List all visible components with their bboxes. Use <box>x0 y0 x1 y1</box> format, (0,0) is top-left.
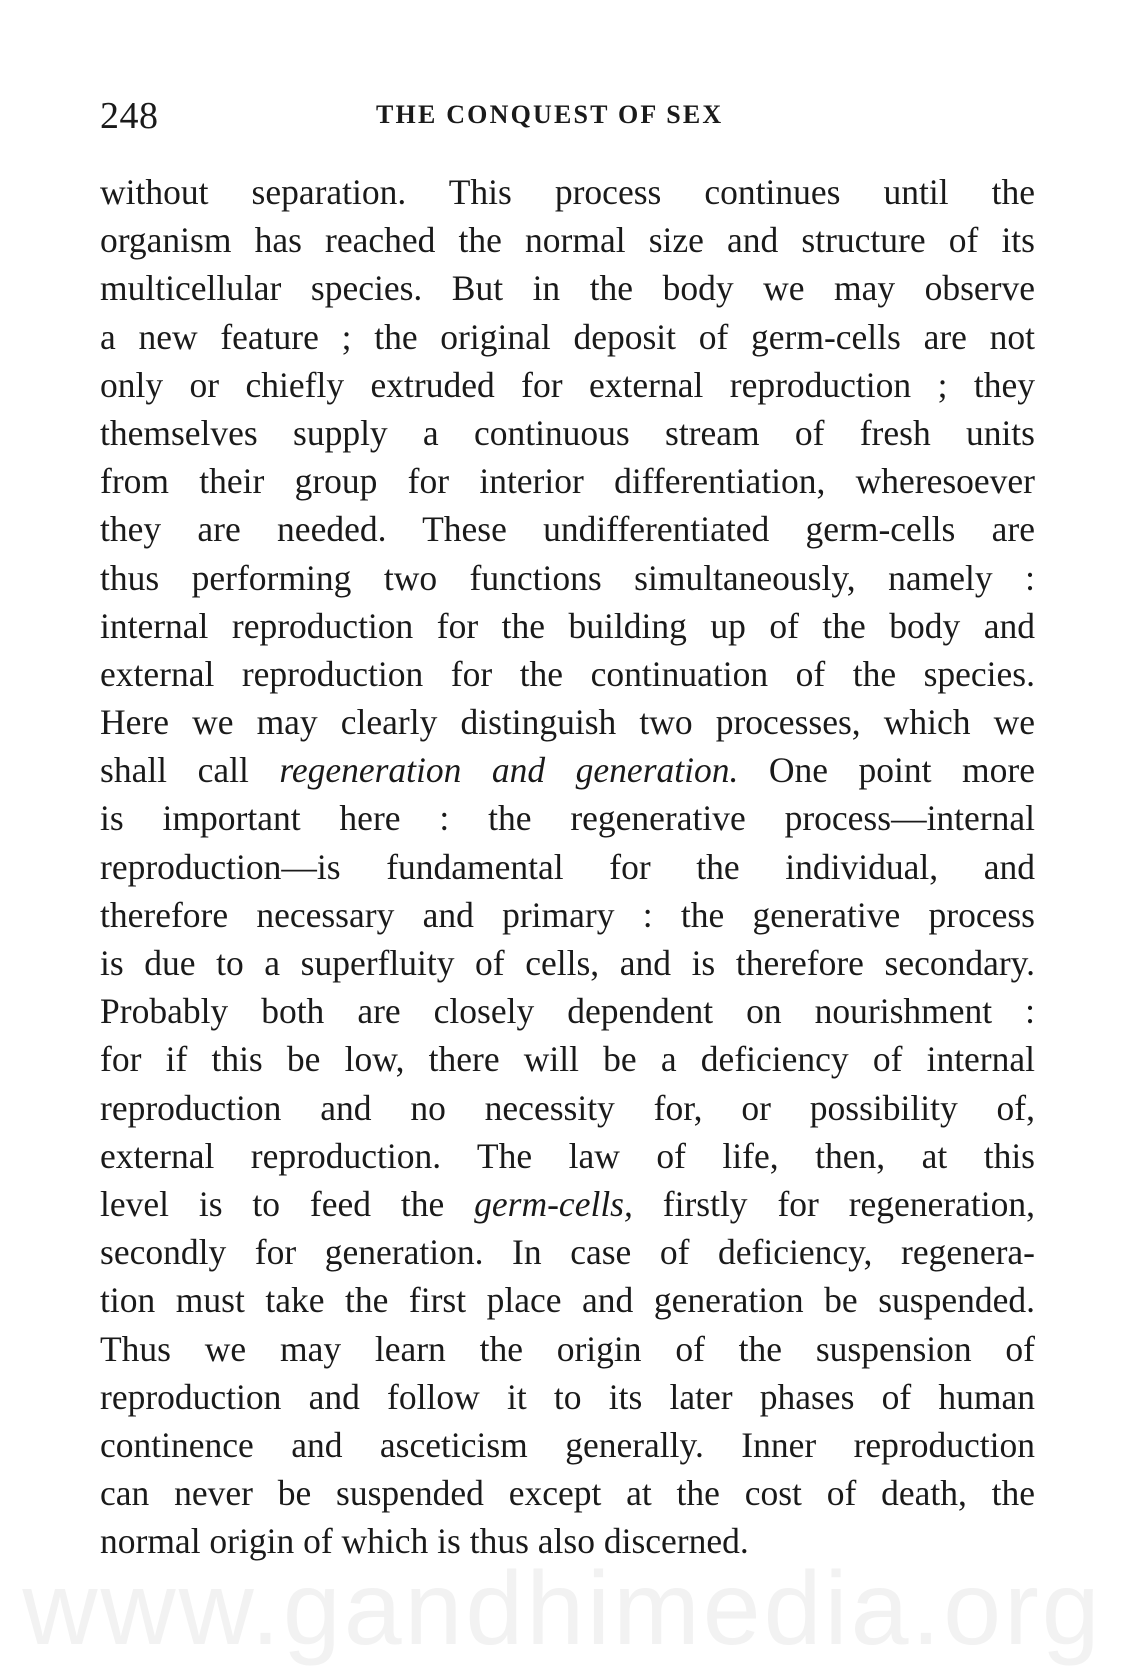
text-line: Probably both are closely dependent on nourishment : <box>100 991 1035 1032</box>
text-segment: firstly for regeneration, <box>632 1183 1035 1224</box>
text-line: from their group for interior differentiation, wheresoever <box>100 461 1035 502</box>
italic-emphasis: regeneration and generation. <box>279 750 739 791</box>
text-line: can never be suspended except at the cost of death, the <box>100 1473 1035 1514</box>
running-title: THE CONQUEST OF SEX <box>376 100 724 129</box>
text-line: reproduction and follow it to its later phases of human <box>100 1376 1035 1417</box>
text-line: without separation. This process continues until the <box>100 172 1035 212</box>
text-line: themselves supply a continuous stream of fresh units <box>100 412 1035 453</box>
text-line: continence and asceticism generally. Inner reproduction <box>100 1424 1035 1465</box>
text-segment: level is to feed the <box>100 1183 475 1224</box>
text-line: Thus we may learn the origin of the suspension of <box>100 1328 1035 1369</box>
text-line: Here we may clearly distinguish two processes, which we <box>100 702 1035 743</box>
text-line: tion must take the first place and generation be suspended. <box>100 1280 1035 1321</box>
body-paragraph <box>100 168 1035 1565</box>
text-line: reproduction and no necessity for, or possibility of, <box>100 1087 1035 1128</box>
text-line: reproduction—is fundamental for the individual, and <box>100 846 1035 887</box>
text-segment: shall call <box>100 750 280 791</box>
text-line: normal origin of which is thus also discerned. <box>100 1521 749 1562</box>
text-line <box>100 746 1035 794</box>
text-line: therefore necessary and primary : the generative process <box>100 894 1035 935</box>
italic-emphasis: germ-cells, <box>474 1183 633 1224</box>
page-number: 248 <box>100 95 159 137</box>
text-line: is due to a superfluity of cells, and is therefore secondary. <box>100 943 1035 983</box>
text-line: they are needed. These undifferentiated germ-cells are <box>100 509 1035 550</box>
text-line: for if this be low, there will be a deficiency of internal <box>100 1039 1035 1080</box>
text-line: multicellular species. But in the body we may observe <box>100 268 1035 309</box>
text-line: a new feature ; the original deposit of germ-cells are not <box>100 316 1035 357</box>
text-line <box>100 1180 1035 1228</box>
text-line: organism has reached the normal size and structure of its <box>100 220 1035 261</box>
text-line: external reproduction. The law of life, then, at this <box>100 1135 1035 1176</box>
running-head <box>100 94 1035 142</box>
text-line: internal reproduction for the building up of the body and <box>100 605 1035 646</box>
watermark: www.gandhimedia.org <box>22 1551 1103 1667</box>
text-line: only or chiefly extruded for external reproduction ; they <box>100 364 1035 405</box>
text-segment: One point more <box>738 750 1035 791</box>
text-line: is important here : the regenerative process—internal <box>100 798 1035 839</box>
text-line: secondly for generation. In case of deficiency, regenera- <box>100 1232 1035 1273</box>
text-line: external reproduction for the continuation of the species. <box>100 653 1035 694</box>
text-line: thus performing two functions simultaneously, namely : <box>100 557 1035 598</box>
